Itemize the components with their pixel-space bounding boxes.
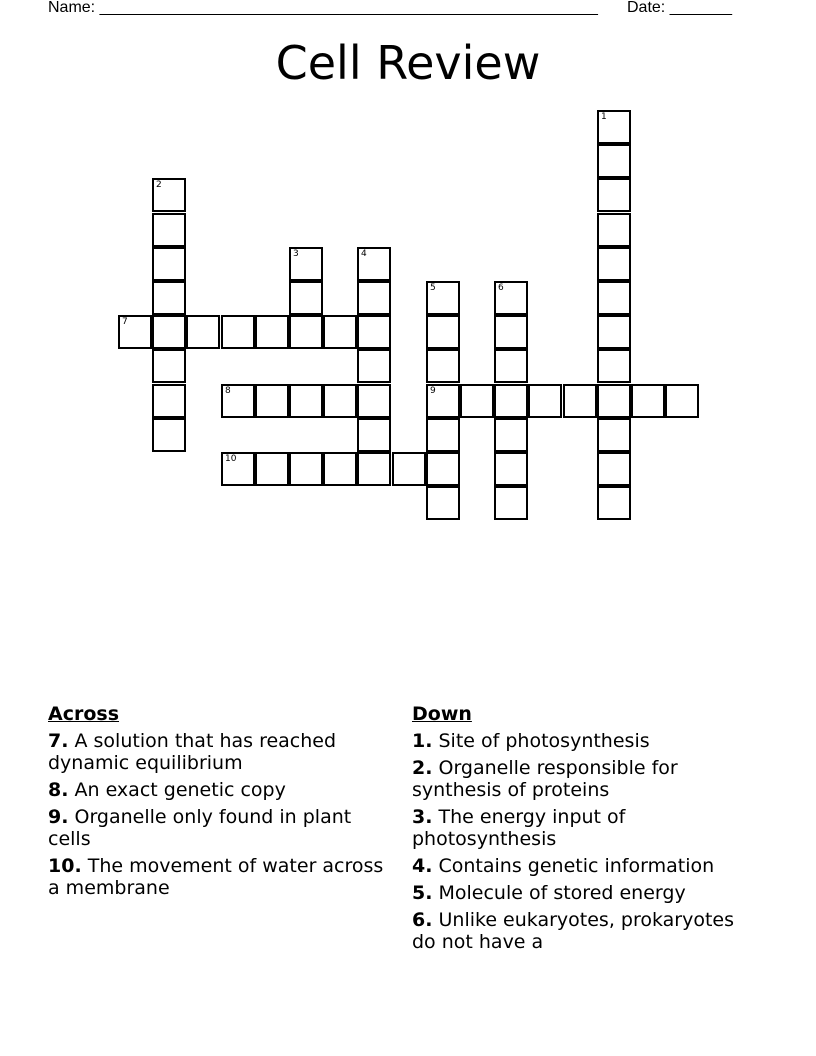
cell-number: 9 bbox=[430, 386, 436, 396]
clue-text: Site of photosynthesis bbox=[438, 730, 650, 752]
grid-cell[interactable] bbox=[597, 384, 631, 418]
grid-cell[interactable] bbox=[494, 452, 528, 486]
grid-cell[interactable] bbox=[597, 213, 631, 247]
grid-cell[interactable] bbox=[597, 452, 631, 486]
grid-cell[interactable] bbox=[152, 247, 186, 281]
clue-text: Contains genetic information bbox=[438, 855, 715, 877]
clue-text: An exact genetic copy bbox=[74, 779, 286, 801]
clue-down-3 bbox=[412, 806, 757, 850]
grid-cell[interactable] bbox=[426, 281, 460, 315]
grid-cell[interactable] bbox=[289, 281, 323, 315]
clue-number: 9. bbox=[48, 806, 69, 828]
clue-number: 2. bbox=[412, 757, 433, 779]
clue-down-4 bbox=[412, 855, 757, 877]
page-title: Cell Review bbox=[275, 36, 541, 90]
grid-cell[interactable] bbox=[357, 452, 391, 486]
grid-cell[interactable] bbox=[323, 452, 357, 486]
grid-cell[interactable] bbox=[426, 315, 460, 349]
clue-number: 7. bbox=[48, 730, 69, 752]
clue-across-9 bbox=[48, 806, 388, 850]
grid-cell[interactable] bbox=[118, 315, 152, 349]
grid-cell[interactable] bbox=[426, 349, 460, 383]
grid-cell[interactable] bbox=[289, 384, 323, 418]
grid-cell[interactable] bbox=[357, 418, 391, 452]
clue-text: A solution that has reached dynamic equilibrium bbox=[48, 730, 337, 774]
clue-down-5 bbox=[412, 882, 757, 904]
cell-number: 10 bbox=[225, 454, 237, 464]
grid-cell[interactable] bbox=[494, 384, 528, 418]
clue-text: The energy input of photosynthesis bbox=[412, 806, 626, 850]
grid-cell[interactable] bbox=[597, 315, 631, 349]
grid-cell[interactable] bbox=[597, 110, 631, 144]
grid-cell[interactable] bbox=[494, 281, 528, 315]
clue-text: Organelle only found in plant cells bbox=[48, 806, 352, 850]
date-field[interactable]: Date: _______ bbox=[627, 0, 732, 16]
grid-cell[interactable] bbox=[152, 384, 186, 418]
grid-cell[interactable] bbox=[323, 384, 357, 418]
grid-cell[interactable] bbox=[255, 315, 289, 349]
grid-cell[interactable] bbox=[528, 384, 562, 418]
across-clues bbox=[48, 703, 388, 904]
clue-number: 10. bbox=[48, 855, 82, 877]
clue-text: Unlike eukaryotes, prokaryotes do not have a bbox=[412, 909, 735, 953]
grid-cell[interactable] bbox=[152, 281, 186, 315]
clue-down-2 bbox=[412, 757, 757, 801]
grid-cell[interactable] bbox=[597, 281, 631, 315]
grid-cell[interactable] bbox=[152, 213, 186, 247]
grid-cell[interactable] bbox=[221, 315, 255, 349]
grid-cell[interactable] bbox=[426, 486, 460, 520]
grid-cell[interactable] bbox=[494, 418, 528, 452]
grid-cell[interactable] bbox=[597, 178, 631, 212]
cell-number: 4 bbox=[361, 249, 367, 259]
name-field[interactable]: Name: ________________________________________________________ bbox=[48, 0, 598, 16]
grid-cell[interactable] bbox=[357, 349, 391, 383]
grid-cell[interactable] bbox=[494, 315, 528, 349]
grid-cell[interactable] bbox=[597, 144, 631, 178]
grid-cell[interactable] bbox=[289, 452, 323, 486]
grid-cell[interactable] bbox=[597, 349, 631, 383]
clue-number: 3. bbox=[412, 806, 433, 828]
cell-number: 3 bbox=[293, 249, 299, 259]
grid-cell[interactable] bbox=[597, 418, 631, 452]
clue-down-6 bbox=[412, 909, 757, 953]
cell-number: 8 bbox=[225, 386, 231, 396]
grid-cell[interactable] bbox=[152, 178, 186, 212]
grid-cell[interactable] bbox=[426, 418, 460, 452]
grid-cell[interactable] bbox=[186, 315, 220, 349]
grid-cell[interactable] bbox=[152, 349, 186, 383]
grid-cell[interactable] bbox=[221, 452, 255, 486]
clue-number: 6. bbox=[412, 909, 433, 931]
grid-cell[interactable] bbox=[631, 384, 665, 418]
grid-cell[interactable] bbox=[563, 384, 597, 418]
clue-text: The movement of water across a membrane bbox=[48, 855, 384, 899]
clue-across-10 bbox=[48, 855, 388, 899]
down-clues bbox=[412, 703, 757, 958]
cell-number: 2 bbox=[156, 180, 162, 190]
grid-cell[interactable] bbox=[255, 452, 289, 486]
grid-cell[interactable] bbox=[357, 384, 391, 418]
cell-number: 5 bbox=[430, 283, 436, 293]
down-heading: Down bbox=[412, 703, 472, 725]
grid-cell[interactable] bbox=[221, 384, 255, 418]
grid-cell[interactable] bbox=[597, 486, 631, 520]
clue-across-7 bbox=[48, 730, 388, 774]
grid-cell[interactable] bbox=[494, 486, 528, 520]
clue-text: Organelle responsible for synthesis of proteins bbox=[412, 757, 678, 801]
clue-number: 5. bbox=[412, 882, 433, 904]
across-heading: Across bbox=[48, 703, 120, 725]
clue-number: 8. bbox=[48, 779, 69, 801]
grid-cell[interactable] bbox=[494, 349, 528, 383]
grid-cell[interactable] bbox=[357, 247, 391, 281]
clue-number: 1. bbox=[412, 730, 433, 752]
grid-cell[interactable] bbox=[255, 384, 289, 418]
clue-across-8 bbox=[48, 779, 388, 801]
grid-cell[interactable] bbox=[665, 384, 699, 418]
cell-number: 7 bbox=[122, 317, 128, 327]
grid-cell[interactable] bbox=[323, 315, 357, 349]
grid-cell[interactable] bbox=[426, 384, 460, 418]
cell-number: 1 bbox=[601, 112, 607, 122]
cell-number: 6 bbox=[498, 283, 504, 293]
grid-cell[interactable] bbox=[357, 315, 391, 349]
clue-text: Molecule of stored energy bbox=[438, 882, 686, 904]
grid-cell[interactable] bbox=[392, 452, 426, 486]
clue-down-1 bbox=[412, 730, 757, 752]
grid-cell[interactable] bbox=[357, 281, 391, 315]
grid-cell[interactable] bbox=[152, 418, 186, 452]
clue-number: 4. bbox=[412, 855, 433, 877]
grid-cell[interactable] bbox=[289, 315, 323, 349]
grid-cell[interactable] bbox=[597, 247, 631, 281]
grid-cell[interactable] bbox=[289, 247, 323, 281]
grid-cell[interactable] bbox=[426, 452, 460, 486]
grid-cell[interactable] bbox=[152, 315, 186, 349]
grid-cell[interactable] bbox=[460, 384, 494, 418]
